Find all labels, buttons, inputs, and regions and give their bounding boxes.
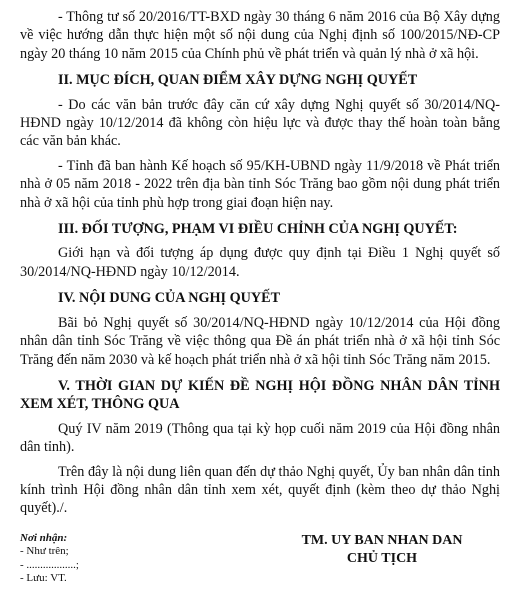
recipient-item: - ..................; <box>20 558 79 571</box>
paragraph-content: Bãi bỏ Nghị quyết số 30/2014/NQ-HĐND ngày 10/12/2014 của Hội đồng nhân dân tỉnh Sóc Trăng về việc thông qua Đề án phát triển nhà ở xã hội tỉnh Sóc Trăng đến năm 2030 và kế hoạch phát triển nhà ở xã hội tỉnh Sóc Trăng năm 2015. <box>20 314 500 368</box>
document-page <box>20 8 500 612</box>
paragraph-circular-reference: - Thông tư số 20/2016/TT-BXD ngày 30 tháng 6 năm 2016 của Bộ Xây dựng về việc hướng dẫn thực hiện một số nội dung của Nghị định số 100/2015/NĐ-CP ngày 20 tháng 10 năm 2015 của Chính phủ về phát triển và quản lý nhà ở xã hội. <box>20 9 500 62</box>
signature-organization: TM. UY BAN NHAN DAN <box>301 532 463 548</box>
recipients-title: Nơi nhận: <box>20 531 68 544</box>
paragraph-purpose-2: - Tỉnh đã ban hành Kế hoạch số 95/KH-UBND ngày 11/9/2018 về Phát triển nhà ở 05 năm 2018 - 2022 trên địa bàn tỉnh Sóc Trăng bao gồm nội dung phát triển nhà ở xã hội của tỉnh phù hợp trong giai đoạn hiện nay. <box>20 157 500 211</box>
document-footer <box>20 532 500 612</box>
paragraph-timeline: Quý IV năm 2019 (Thông qua tại kỳ họp cuối năm 2019 của Hội đồng nhân dân tỉnh). <box>20 420 500 456</box>
signature-title: CHỦ TỊCH <box>346 550 418 566</box>
section-heading-ii: II. MỤC ĐÍCH, QUAN ĐIỂM XÂY DỰNG NGHỊ QUYẾT <box>58 72 418 89</box>
recipient-item: - Lưu: VT. <box>20 572 67 585</box>
paragraph-scope: Giới hạn và đối tượng áp dụng được quy định tại Điều 1 Nghị quyết số 30/2014/NQ-HĐND ngày 10/12/2014. <box>20 245 500 280</box>
paragraph-closing: Trên đây là nội dung liên quan đến dự thảo Nghị quyết, Ủy ban nhân dân tỉnh kính trình Hội đồng nhân dân tỉnh xem xét, quyết định (kèm theo dự thảo Nghị quyết)./. <box>20 463 500 517</box>
section-heading-iv: IV. NỘI DUNG CỦA NGHỊ QUYẾT <box>58 290 281 307</box>
section-heading-iii: III. ĐỐI TƯỢNG, PHẠM VI ĐIỀU CHỈNH CỦA NGHỊ QUYẾT: <box>58 221 458 238</box>
paragraph-purpose-1: - Do các văn bản trước đây căn cứ xây dựng Nghị quyết số 30/2014/NQ-HĐND ngày 10/12/2014 đã không còn hiệu lực và được thay thế hoàn toàn bằng các văn bản khác. <box>20 96 500 150</box>
recipients-block <box>20 532 79 586</box>
signature-block <box>272 532 492 568</box>
recipient-item: - Như trên; <box>20 545 69 558</box>
section-heading-v: V. THỜI GIAN DỰ KIẾN ĐỀ NGHỊ HỘI ĐỒNG NHÂN DÂN TỈNH XEM XÉT, THÔNG QUA <box>20 377 500 413</box>
